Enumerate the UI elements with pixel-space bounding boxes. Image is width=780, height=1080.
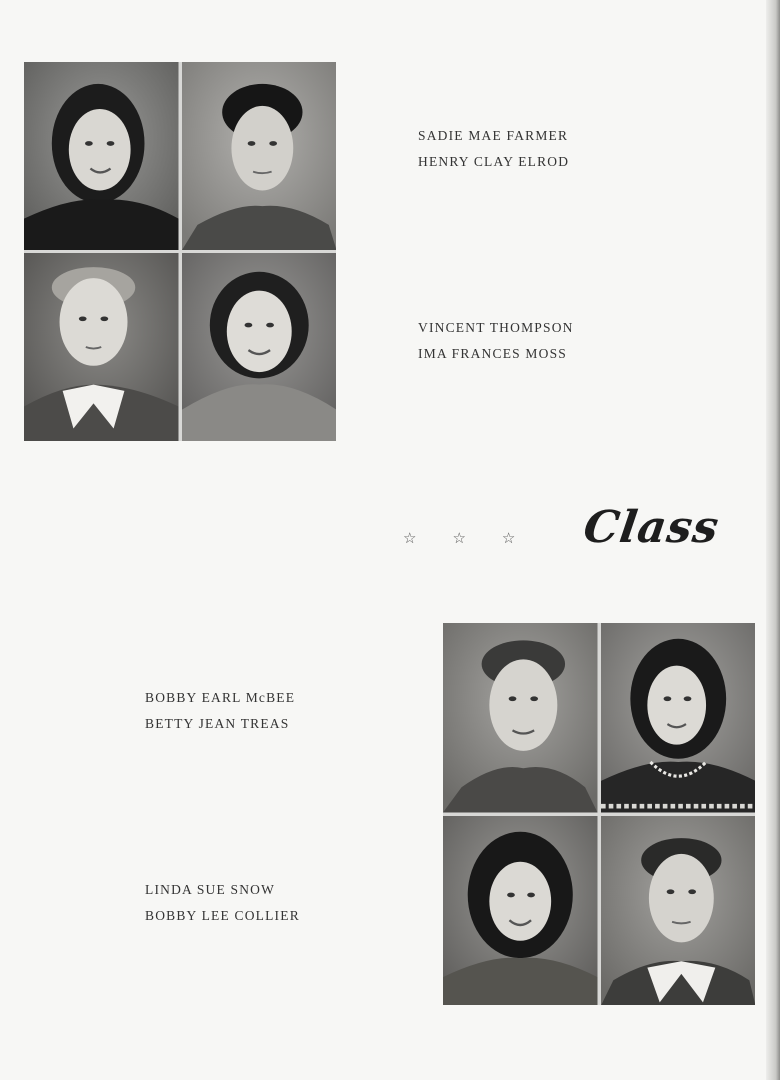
- student-name: IMA FRANCES MOSS: [418, 346, 567, 361]
- portrait-bobby-earl-mcbee: [443, 623, 598, 813]
- star-icon: ☆: [403, 529, 417, 547]
- name-group-1: [418, 123, 569, 175]
- name-group-3: [145, 685, 295, 737]
- page-edge-shadow: [766, 0, 780, 1080]
- portrait-bobby-lee-collier: [601, 816, 756, 1006]
- name-group-2: [418, 315, 574, 367]
- student-name: BOBBY EARL McBEE: [145, 690, 296, 705]
- name-group-4: [145, 877, 300, 929]
- portrait-henry-clay-elrod: [182, 62, 337, 250]
- student-name: BETTY JEAN TREAS: [145, 716, 290, 731]
- star-icon: ☆: [501, 529, 516, 547]
- student-name: BOBBY LEE COLLIER: [145, 908, 300, 923]
- star-divider: [403, 529, 515, 547]
- portrait-grid-top: [24, 62, 336, 441]
- student-name: SADIE MAE FARMER: [418, 128, 569, 143]
- portrait-ima-frances-moss: [182, 253, 337, 441]
- portrait-grid-bottom: [443, 623, 755, 1005]
- portrait-vincent-thompson: [24, 253, 179, 441]
- star-icon: ☆: [452, 529, 466, 547]
- portrait-sadie-mae-farmer: [24, 62, 179, 250]
- student-name: HENRY CLAY ELROD: [418, 154, 570, 169]
- section-title: Class: [580, 502, 723, 553]
- student-name: LINDA SUE SNOW: [145, 882, 276, 897]
- student-name: VINCENT THOMPSON: [418, 320, 574, 335]
- portrait-betty-jean-treas: [601, 623, 756, 813]
- portrait-linda-sue-snow: [443, 816, 598, 1006]
